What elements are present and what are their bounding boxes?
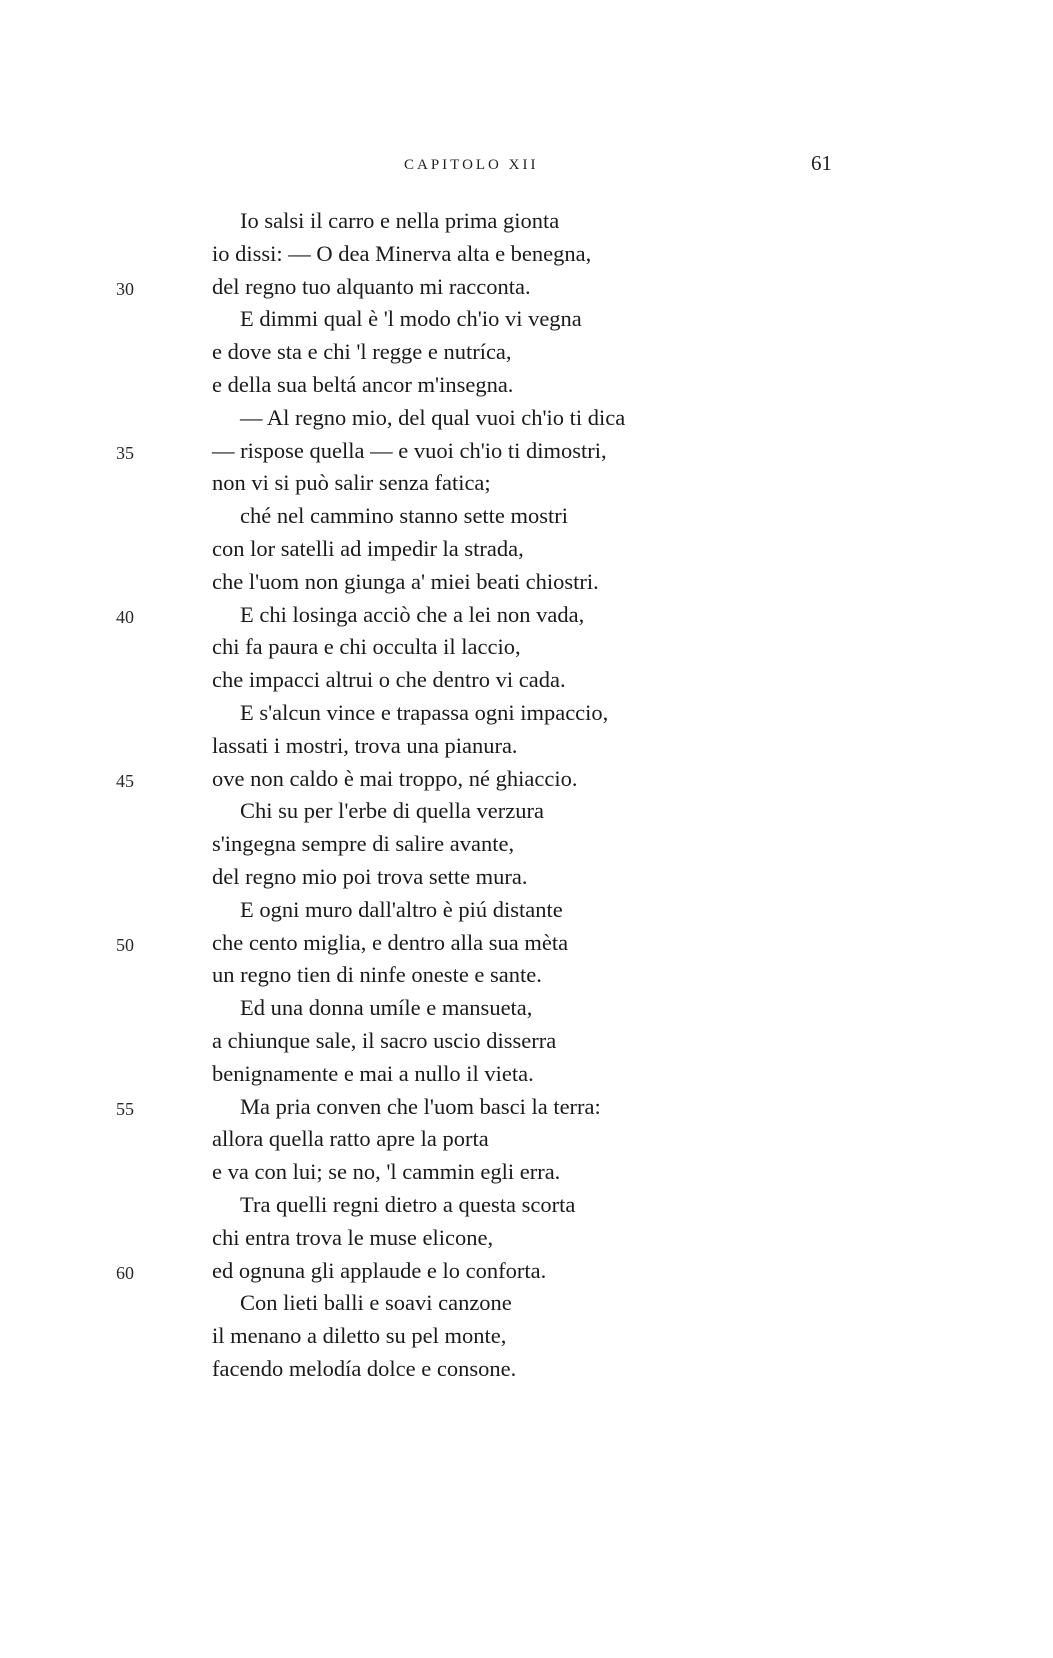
verse-line xyxy=(0,402,1053,435)
verse-line xyxy=(0,1255,1053,1288)
verse-line xyxy=(0,500,1053,533)
verse-line xyxy=(0,599,1053,632)
verse-text: e va con lui; se no, 'l cammin egli erra. xyxy=(212,1159,561,1185)
verse-line xyxy=(0,763,1053,796)
verse-text: che impacci altrui o che dentro vi cada. xyxy=(212,667,566,693)
verse-line xyxy=(0,959,1053,992)
verse-line xyxy=(0,1123,1053,1156)
verse-line xyxy=(0,697,1053,730)
verse-line xyxy=(0,795,1053,828)
verse-line xyxy=(0,631,1053,664)
verse-text: io dissi: — O dea Minerva alta e benegna, xyxy=(212,240,592,266)
verse-line xyxy=(0,1025,1053,1058)
verse-text: lassati i mostri, trova una pianura. xyxy=(212,732,518,758)
chapter-title: CAPITOLO XII xyxy=(404,157,539,173)
verse-line xyxy=(0,992,1053,1025)
verse-text: s'ingegna sempre di salire avante, xyxy=(212,831,515,857)
verse-text: — Al regno mio, del qual vuoi ch'io ti dica xyxy=(240,404,626,430)
verse-text: il menano a diletto su pel monte, xyxy=(212,1323,507,1349)
verse-line xyxy=(0,467,1053,500)
verse-text: Ma pria conven che l'uom basci la terra: xyxy=(240,1093,601,1119)
verse-text: E chi losinga acciò che a lei non vada, xyxy=(240,601,585,627)
verse-text: del regno tuo alquanto mi racconta. xyxy=(212,273,531,299)
line-number: 35 xyxy=(116,442,134,463)
verse-text: Io salsi il carro e nella prima gionta xyxy=(240,208,560,233)
verse-text: del regno mio poi trova sette mura. xyxy=(212,863,528,889)
verse-text: con lor satelli ad impedir la strada, xyxy=(212,535,524,561)
line-number: 45 xyxy=(116,770,134,791)
verse-text: E s'alcun vince e trapassa ogni impaccio, xyxy=(240,699,609,725)
verse-line xyxy=(0,861,1053,894)
verse-line xyxy=(0,828,1053,861)
verse-text: Ed una donna umíle e mansueta, xyxy=(240,995,533,1021)
verse-line xyxy=(0,1222,1053,1255)
verse-text: ché nel cammino stanno sette mostri xyxy=(240,503,569,529)
verse-line xyxy=(0,435,1053,468)
verse-text: a chiunque sale, il sacro uscio disserra xyxy=(212,1027,557,1053)
verse-line xyxy=(0,927,1053,960)
verse-text: che l'uom non giunga a' miei beati chiostri. xyxy=(212,568,599,594)
verse-line xyxy=(0,1353,1053,1386)
verse-line xyxy=(0,730,1053,763)
verse-line xyxy=(0,336,1053,369)
verse-line xyxy=(0,1091,1053,1124)
verse-text: ed ognuna gli applaude e lo conforta. xyxy=(212,1257,547,1283)
verse-line xyxy=(0,238,1053,271)
line-number: 40 xyxy=(116,606,134,627)
verse-text: benignamente e mai a nullo il vieta. xyxy=(212,1060,534,1086)
verse-line xyxy=(0,1156,1053,1189)
verse-text: E dimmi qual è 'l modo ch'io vi vegna xyxy=(240,306,582,332)
running-head xyxy=(0,151,1053,181)
verse-line xyxy=(0,1320,1053,1353)
poem-verses xyxy=(0,205,1053,1386)
verse-text: e dove sta e chi 'l regge e nutríca, xyxy=(212,339,512,365)
line-number: 55 xyxy=(116,1098,134,1119)
page-number: 61 xyxy=(811,151,832,175)
verse-text: — rispose quella — e vuoi ch'io ti dimostri, xyxy=(212,437,607,463)
verse-line xyxy=(0,894,1053,927)
verse-text: chi entra trova le muse elicone, xyxy=(212,1224,494,1250)
verse-line xyxy=(0,271,1053,304)
verse-text: che cento miglia, e dentro alla sua mèta xyxy=(212,929,569,955)
line-number: 30 xyxy=(116,278,134,299)
verse-text: facendo melodía dolce e consone. xyxy=(212,1355,517,1381)
verse-text: chi fa paura e chi occulta il laccio, xyxy=(212,634,521,660)
verse-line xyxy=(0,1287,1053,1320)
verse-line xyxy=(0,533,1053,566)
verse-line xyxy=(0,1189,1053,1222)
verse-text: non vi si può salir senza fatica; xyxy=(212,470,491,496)
verse-line xyxy=(0,205,1053,238)
verse-text: E ogni muro dall'altro è piú distante xyxy=(240,896,563,922)
verse-line xyxy=(0,303,1053,336)
verse-text: Tra quelli regni dietro a questa scorta xyxy=(240,1191,576,1217)
verse-text: un regno tien di ninfe oneste e sante. xyxy=(212,962,542,988)
verse-line xyxy=(0,369,1053,402)
verse-text: Chi su per l'erbe di quella verzura xyxy=(240,798,544,824)
verse-text: e della sua beltá ancor m'insegna. xyxy=(212,371,514,397)
verse-line xyxy=(0,664,1053,697)
verse-line xyxy=(0,1058,1053,1091)
verse-text: ove non caldo è mai troppo, né ghiaccio. xyxy=(212,765,578,791)
verse-text: allora quella ratto apre la porta xyxy=(212,1126,489,1152)
line-number: 50 xyxy=(116,934,134,955)
line-number: 60 xyxy=(116,1262,134,1283)
verse-text: Con lieti balli e soavi canzone xyxy=(240,1290,512,1316)
verse-line xyxy=(0,566,1053,599)
